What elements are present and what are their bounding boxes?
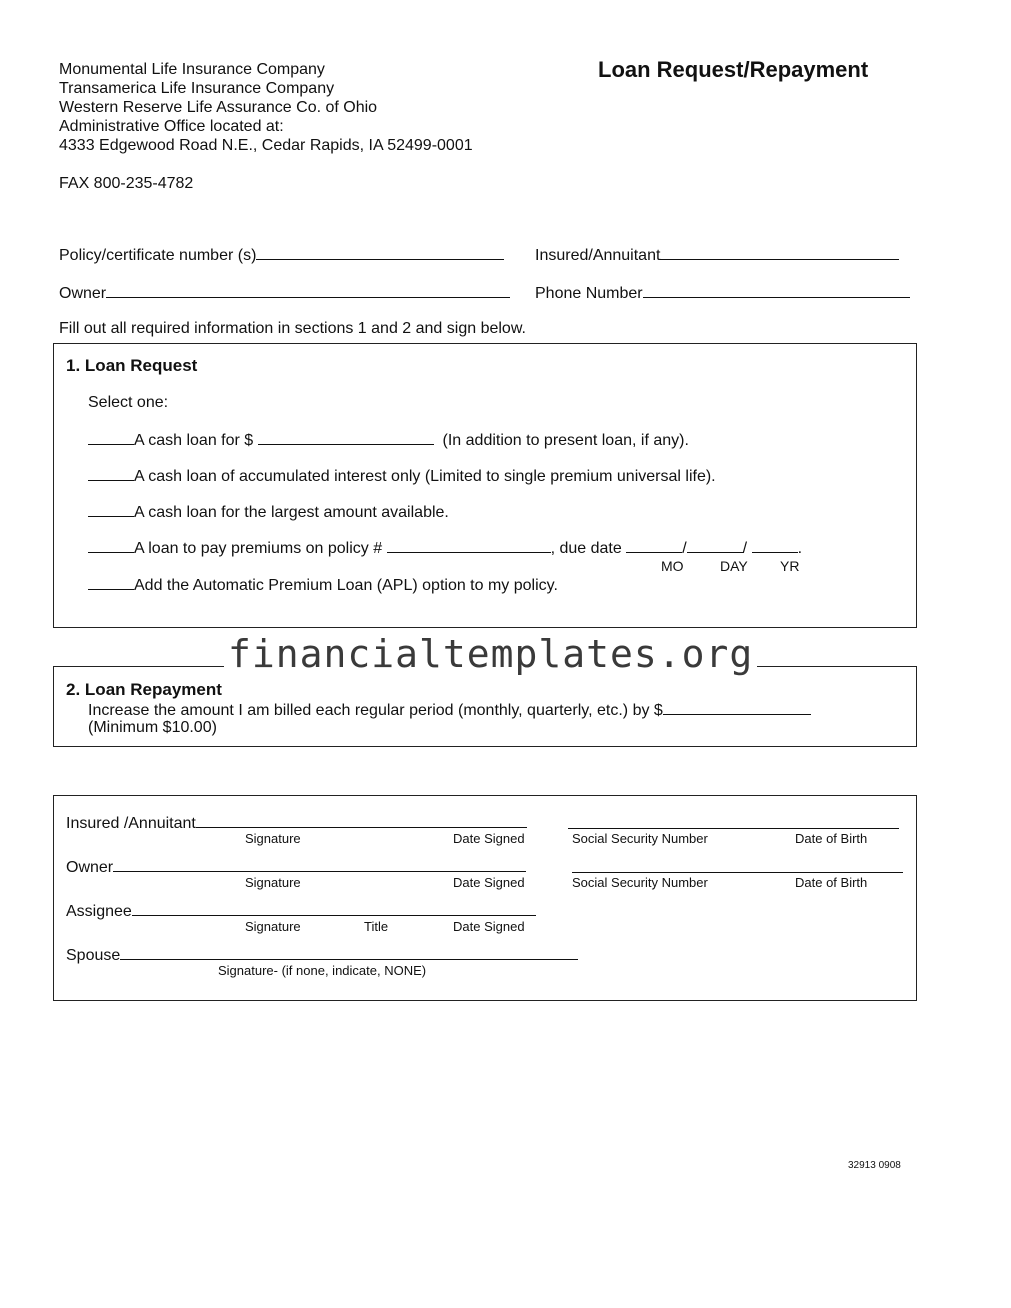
- company-line-1: Monumental Life Insurance Company: [59, 61, 325, 78]
- owner-field[interactable]: [59, 283, 510, 303]
- phone-label: Phone Number: [535, 285, 643, 302]
- insured-signature-caption: Signature: [245, 831, 301, 846]
- due-day-blank[interactable]: [687, 538, 743, 553]
- option1-note: (In addition to present loan, if any).: [442, 432, 689, 449]
- option1-amount-blank[interactable]: [258, 430, 434, 445]
- repayment-amount-blank[interactable]: [663, 700, 811, 715]
- insured-sign-label: Insured /Annuitant: [66, 815, 196, 832]
- option-apl[interactable]: [88, 575, 558, 595]
- insured-signature-blank[interactable]: [196, 813, 527, 828]
- option2-check-blank[interactable]: [88, 466, 134, 481]
- repayment-increase-field[interactable]: [88, 700, 811, 720]
- option3-check-blank[interactable]: [88, 502, 134, 517]
- option-cash-loan-amount[interactable]: [88, 430, 689, 450]
- section2-number: 2.: [66, 680, 81, 699]
- option3-text: A cash loan for the largest amount available.: [134, 504, 449, 521]
- form-title: Loan Request/Repayment: [598, 57, 869, 82]
- option1-text: A cash loan for $: [134, 432, 254, 449]
- option2-text: A cash loan of accumulated interest only (Limited to single premium universal life).: [134, 468, 716, 485]
- insured-label: Insured/Annuitant: [535, 247, 661, 264]
- owner-ssn-caption: Social Security Number: [572, 875, 708, 890]
- option5-check-blank[interactable]: [88, 575, 134, 590]
- option-largest-amount[interactable]: [88, 502, 449, 522]
- policy-number-blank[interactable]: [256, 245, 504, 260]
- company-address: 4333 Edgewood Road N.E., Cedar Rapids, IA 52499-0001: [59, 137, 473, 154]
- option-accumulated-interest[interactable]: [88, 466, 716, 486]
- assignee-signature-blank[interactable]: [132, 901, 536, 916]
- select-one-label: Select one:: [88, 394, 169, 411]
- assignee-date-caption: Date Signed: [453, 919, 525, 934]
- spouse-signature-field[interactable]: [66, 945, 578, 965]
- day-label: DAY: [720, 558, 748, 574]
- option4-text: A loan to pay premiums on policy #: [134, 540, 383, 557]
- phone-field[interactable]: [535, 283, 910, 303]
- section1-number: 1.: [66, 356, 81, 375]
- insured-date-caption: Date Signed: [453, 831, 525, 846]
- section1-heading: [66, 356, 197, 376]
- spouse-signature-blank[interactable]: [120, 945, 578, 960]
- section1-title: Loan Request: [84, 356, 198, 375]
- insured-ssn-caption: Social Security Number: [572, 831, 708, 846]
- watermark: financialtemplates.org: [224, 632, 757, 676]
- option1-check-blank[interactable]: [88, 430, 134, 445]
- insured-blank[interactable]: [660, 245, 899, 260]
- due-month-blank[interactable]: [626, 538, 682, 553]
- policy-number-field[interactable]: [59, 245, 504, 265]
- assignee-signature-caption: Signature: [245, 919, 301, 934]
- policy-number-blank-2[interactable]: [387, 538, 551, 553]
- option-premium-loan[interactable]: A loan to pay premiums on policy # , due date / / .: [88, 538, 802, 558]
- company-line-3: Western Reserve Life Assurance Co. of Ohio: [59, 99, 378, 116]
- insured-ssn-dob-blank[interactable]: [568, 828, 899, 829]
- insured-dob-caption: Date of Birth: [795, 831, 868, 846]
- owner-signature-blank[interactable]: [113, 857, 526, 872]
- owner-blank[interactable]: [106, 283, 510, 298]
- option5-text: Add the Automatic Premium Loan (APL) option to my policy.: [134, 577, 558, 594]
- phone-blank[interactable]: [643, 283, 910, 298]
- option4-check-blank[interactable]: [88, 538, 134, 553]
- section2-title: Loan Repayment: [84, 680, 222, 699]
- due-date-label: , due date: [550, 540, 622, 557]
- instruction-text: Fill out all required information in sections 1 and 2 and sign below.: [59, 320, 526, 337]
- due-year-blank[interactable]: [752, 538, 798, 553]
- owner-signature-caption: Signature: [245, 875, 301, 890]
- repayment-minimum: (Minimum $10.00): [88, 719, 217, 736]
- owner-date-caption: Date Signed: [453, 875, 525, 890]
- assignee-sign-label: Assignee: [66, 903, 132, 920]
- policy-number-label: Policy/certificate number (s): [59, 247, 257, 264]
- company-line-2: Transamerica Life Insurance Company: [59, 80, 335, 97]
- assignee-signature-field[interactable]: [66, 901, 536, 921]
- owner-ssn-dob-blank[interactable]: [572, 872, 903, 873]
- insured-field[interactable]: [535, 245, 899, 265]
- fax-number: FAX 800-235-4782: [59, 175, 194, 192]
- spouse-signature-caption: Signature- (if none, indicate, NONE): [218, 963, 427, 978]
- mo-label: MO: [661, 558, 684, 574]
- assignee-title-caption: Title: [364, 919, 389, 934]
- owner-label: Owner: [59, 285, 107, 302]
- form-code: 32913 0908: [848, 1160, 901, 1171]
- owner-sign-label: Owner: [66, 859, 114, 876]
- spouse-sign-label: Spouse: [66, 947, 121, 964]
- owner-signature-field[interactable]: [66, 857, 526, 877]
- yr-label: YR: [780, 558, 800, 574]
- owner-dob-caption: Date of Birth: [795, 875, 868, 890]
- company-line-4: Administrative Office located at:: [59, 118, 284, 135]
- repayment-text: Increase the amount I am billed each regular period (monthly, quarterly, etc.) by $: [88, 702, 663, 719]
- section2-heading: [66, 680, 222, 700]
- insured-signature-field[interactable]: [66, 813, 527, 833]
